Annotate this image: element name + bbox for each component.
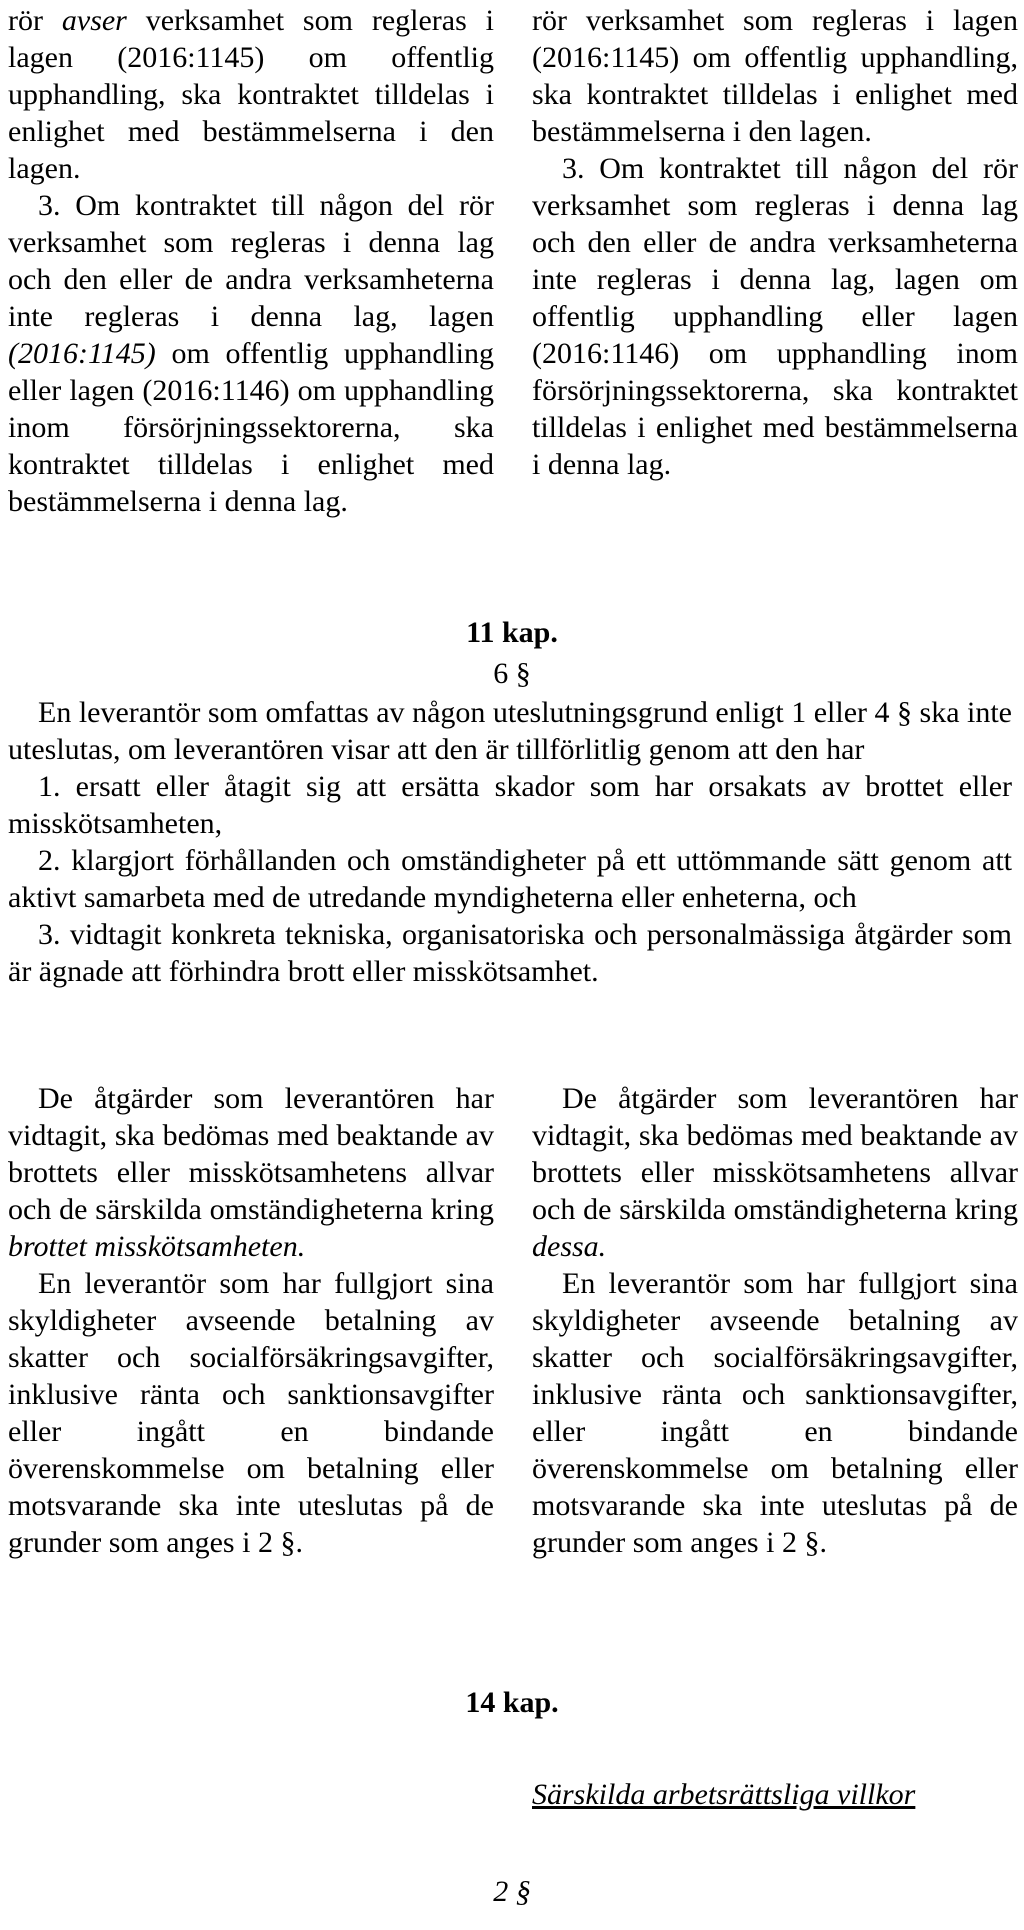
right-paragraph-3 [532,1080,1018,1265]
left-column-block2 [8,1080,494,1561]
list-item-3: 3. vidtagit konkreta tekniska, organisatoriska och personalmässiga åtgärder som är ägnade att förhindra brott eller misskötsamhet. [8,918,1012,988]
chapter-heading: 11 kap. [466,616,558,649]
right-column-block2 [532,1080,1018,1561]
text-segment: rör [8,4,62,37]
text-segment: 3. Om kontraktet till någon del rör verksamhet som regleras i denna lag och den eller de andra verksamheterna inte regleras i denna lag, lagen [8,189,494,333]
left-paragraph-1 [8,2,494,187]
intro-paragraph: En leverantör som omfattas av någon uteslutningsgrund enligt 1 eller 4 § ska inte uteslutas, om leverantören visar att den är tillförlitlig genom att den har [8,696,1012,766]
italic-text-segment: dessa. [532,1230,607,1263]
list-item-2: 2. klargjort förhållanden och omständigheter på ett uttömmande sätt genom att aktivt samarbeta med de utredande myndigheterna eller enheterna, och [8,844,1012,914]
chapter-heading-14: 14 kap. [465,1686,559,1719]
italic-text-segment: (2016:1145) [8,337,156,370]
right-paragraph-2: 3. Om kontraktet till någon del rör verksamhet som regleras i denna lag och den eller de andra verksamheterna inte regleras i denna lag, lagen om offentlig upphandling eller lagen (2016:1146) om upphandling inom försörjningssektorerna, ska kontraktet tilldelas i enlighet med bestämmelserna i denna lag. [532,152,1018,481]
right-paragraph-1: rör verksamhet som regleras i lagen (2016:1145) om offentlig upphandling, ska kontraktet tilldelas i enlighet med bestämmelserna i den lagen. [532,4,1018,148]
left-column-block1 [8,2,494,520]
full-width-text [8,694,1012,990]
left-paragraph-2 [8,187,494,520]
list-item-1: 1. ersatt eller åtagit sig att ersätta skador som har orsakats av brottet eller misskötsamheten, [8,770,1012,840]
subtitle-heading: Särskilda arbetsrättsliga villkor [532,1778,916,1811]
right-paragraph-4: En leverantör som har fullgjort sina skyldigheter avseende betalning av skatter och socialförsäkringsavgifter, inklusive ränta och sanktionsavgifter, eller ingått en bindande överenskommelse om betalning eller motsvarande ska inte uteslutas på de grunder som anges i 2 §. [532,1267,1018,1559]
section-heading: 6 § [493,657,531,690]
left-paragraph-3 [8,1080,494,1265]
left-paragraph-4: En leverantör som har fullgjort sina skyldigheter avseende betalning av skatter och socialförsäkringsavgifter, inklusive ränta och sanktionsavgifter eller ingått en bindande överenskommelse om betalning eller motsvarande ska inte uteslutas på de grunder som anges i 2 §. [8,1267,494,1559]
italic-text-segment: avser [61,4,127,37]
text-segment: verksamhet som regleras i lagen (2016:1145) om offentlig upphandling, ska kontraktet tilldelas i enlighet med bestämmelserna i den lagen. [8,4,494,185]
section-heading-2: 2 § [493,1875,531,1908]
right-column-block1 [532,2,1018,483]
italic-text-segment: brottet misskötsamheten. [8,1230,306,1263]
text-segment: om offentlig upphandling eller lagen (2016:1146) om upphandling inom försörjningssektorerna, ska kontraktet tilldelas i enlighet med bestämmelserna i denna lag. [8,337,494,518]
text-segment: De åtgärder som leverantören har vidtagit, ska bedömas med beaktande av brottets eller misskötsamhetens allvar och de särskilda omständigheterna kring [8,1082,494,1226]
text-segment: De åtgärder som leverantören har vidtagit, ska bedömas med beaktande av brottets eller misskötsamhetens allvar och de särskilda omständigheterna kring [532,1082,1018,1226]
